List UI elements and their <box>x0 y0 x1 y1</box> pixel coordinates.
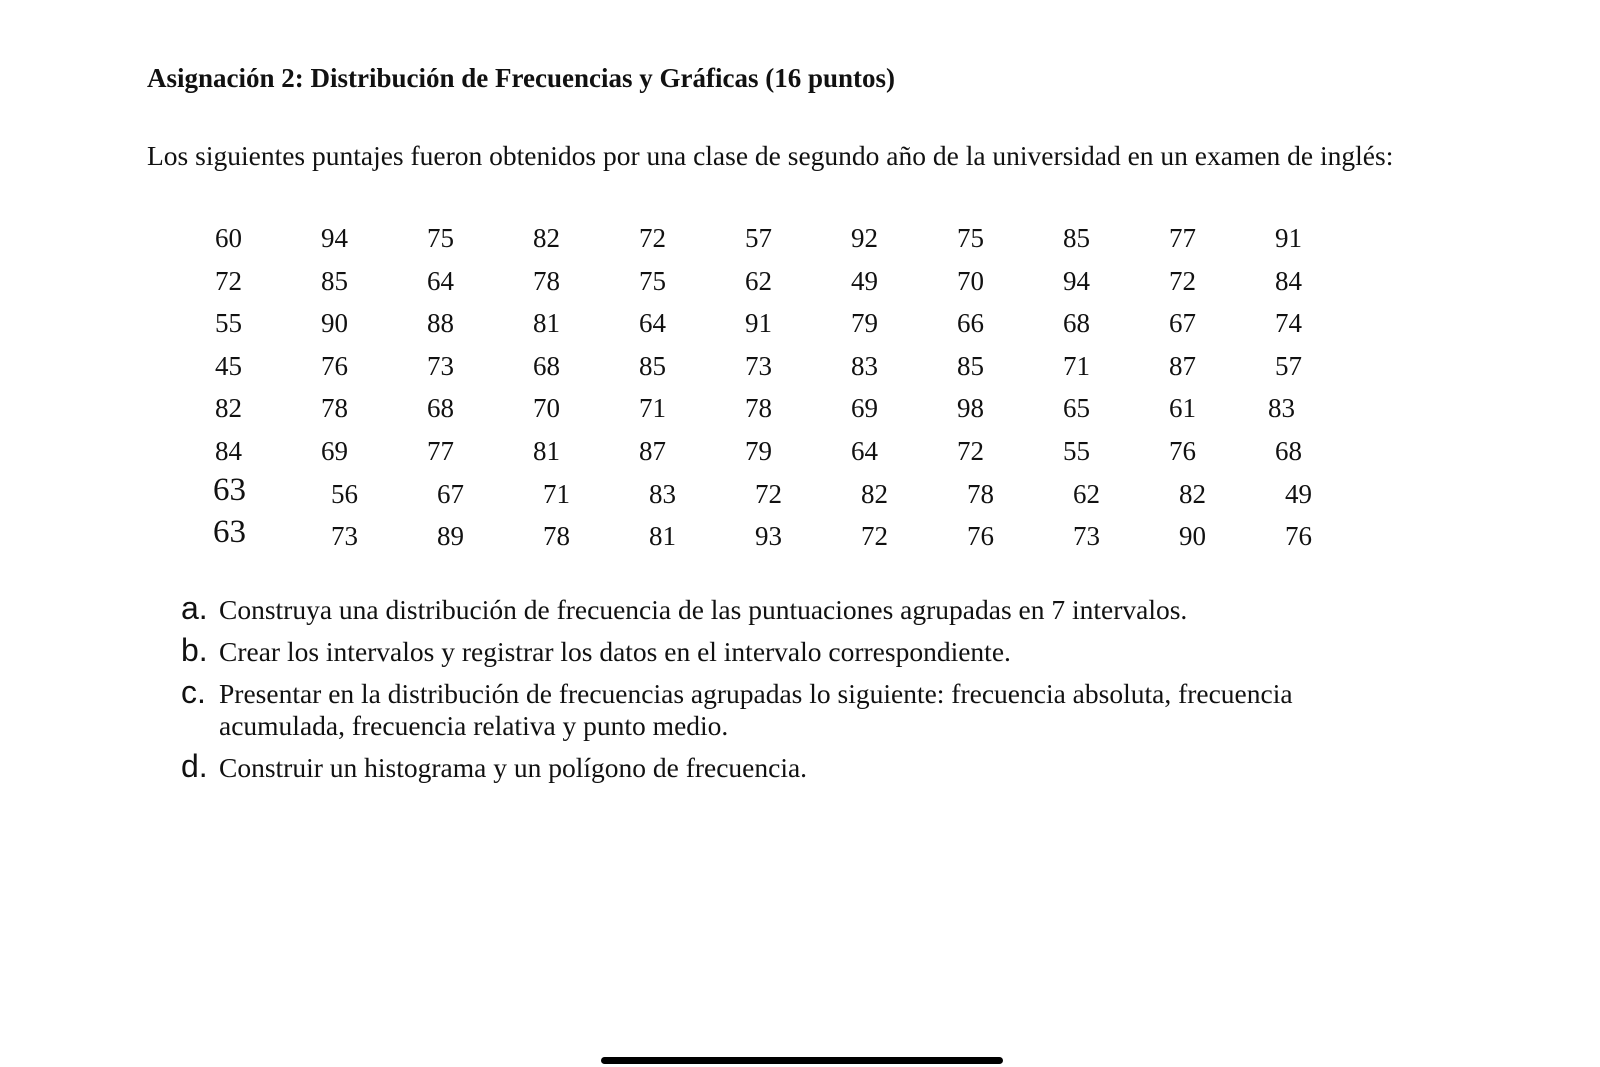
score-value: 72 <box>639 223 666 253</box>
score-value: 67 <box>437 478 464 509</box>
score-value: 98 <box>957 393 984 424</box>
score-value: 72 <box>1169 265 1196 296</box>
score-value: 45 <box>215 350 242 381</box>
score-value: 70 <box>533 393 560 424</box>
score-value: 87 <box>1169 350 1196 381</box>
score-value: 78 <box>543 521 570 552</box>
score-value: 83 <box>1268 393 1295 424</box>
score-value: 68 <box>1275 435 1302 466</box>
score-value: 82 <box>533 223 560 253</box>
score-value: 87 <box>639 435 666 466</box>
score-value: 61 <box>1169 393 1196 424</box>
score-value: 69 <box>321 435 348 466</box>
score-value: 91 <box>1275 223 1302 253</box>
score-value: 71 <box>543 478 570 509</box>
score-value: 78 <box>745 393 772 424</box>
task-item <box>181 674 1381 742</box>
score-value: 94 <box>1063 265 1090 296</box>
intro-paragraph: Los siguientes puntajes fueron obtenidos por una clase de segundo año de la universidad en un examen de inglés: <box>147 140 1394 171</box>
score-value: 79 <box>851 308 878 339</box>
score-value: 76 <box>1285 521 1312 552</box>
score-value: 73 <box>331 521 358 552</box>
score-value: 49 <box>1285 478 1312 509</box>
task-item <box>181 632 1381 668</box>
score-value: 92 <box>851 223 878 253</box>
score-value: 56 <box>331 478 358 509</box>
score-value: 66 <box>957 308 984 339</box>
task-letter: b. <box>181 632 208 668</box>
score-value: 67 <box>1169 308 1196 339</box>
score-value: 72 <box>957 435 984 466</box>
score-value: 73 <box>1073 521 1100 552</box>
home-indicator[interactable] <box>601 1057 1003 1064</box>
score-value: 71 <box>639 393 666 424</box>
score-value: 88 <box>427 308 454 339</box>
score-value: 79 <box>745 435 772 466</box>
task-letter: a. <box>181 590 208 626</box>
task-letter: c. <box>181 674 206 710</box>
task-text: Crear los intervalos y registrar los datos en el intervalo correspondiente. <box>219 636 1011 667</box>
score-value: 62 <box>1073 478 1100 509</box>
score-value: 73 <box>427 350 454 381</box>
score-value: 81 <box>649 521 676 552</box>
score-value: 91 <box>745 308 772 339</box>
score-value: 63 <box>213 514 246 551</box>
score-value: 70 <box>957 265 984 296</box>
task-list <box>181 590 1381 794</box>
score-value: 82 <box>215 393 242 424</box>
score-value: 57 <box>1275 350 1302 381</box>
score-value: 76 <box>1169 435 1196 466</box>
score-value: 77 <box>1169 223 1196 253</box>
score-value: 82 <box>1179 478 1206 509</box>
score-value: 76 <box>967 521 994 552</box>
score-value: 83 <box>649 478 676 509</box>
score-value: 76 <box>321 350 348 381</box>
assignment-title: Asignación 2: Distribución de Frecuencias y Gráficas (16 puntos) <box>147 63 895 93</box>
score-value: 68 <box>1063 308 1090 339</box>
score-value: 75 <box>639 265 666 296</box>
score-value: 85 <box>1063 223 1090 253</box>
score-value: 64 <box>851 435 878 466</box>
score-value: 72 <box>215 265 242 296</box>
task-text: Construya una distribución de frecuencia de las puntuaciones agrupadas en 7 intervalos. <box>219 594 1188 625</box>
score-value: 78 <box>321 393 348 424</box>
score-value: 84 <box>1275 265 1302 296</box>
score-value: 57 <box>745 223 772 253</box>
score-value: 63 <box>213 471 246 508</box>
score-value: 94 <box>321 223 348 253</box>
score-value: 83 <box>851 350 878 381</box>
score-value: 78 <box>967 478 994 509</box>
score-value: 49 <box>851 265 878 296</box>
score-value: 68 <box>427 393 454 424</box>
score-value: 85 <box>639 350 666 381</box>
score-value: 62 <box>745 265 772 296</box>
score-value: 60 <box>215 223 242 253</box>
score-value: 75 <box>957 223 984 253</box>
score-value: 89 <box>437 521 464 552</box>
score-value: 78 <box>533 265 560 296</box>
score-value: 85 <box>321 265 348 296</box>
score-value: 73 <box>745 350 772 381</box>
score-value: 75 <box>427 223 454 253</box>
score-value: 93 <box>755 521 782 552</box>
score-value: 84 <box>215 435 242 466</box>
score-value: 72 <box>755 478 782 509</box>
score-value: 55 <box>215 308 242 339</box>
score-value: 64 <box>639 308 666 339</box>
task-text: Presentar en la distribución de frecuencias agrupadas lo siguiente: frecuencia absoluta, frecuencia acumulada, frecuencia relativa y punto medio. <box>219 678 1293 741</box>
task-item <box>181 590 1381 626</box>
score-value: 72 <box>861 521 888 552</box>
score-value: 74 <box>1275 308 1302 339</box>
score-value: 82 <box>861 478 888 509</box>
score-value: 85 <box>957 350 984 381</box>
score-value: 64 <box>427 265 454 296</box>
score-value: 69 <box>851 393 878 424</box>
score-value: 65 <box>1063 393 1090 424</box>
score-value: 68 <box>533 350 560 381</box>
score-value: 81 <box>533 308 560 339</box>
task-item <box>181 748 1381 784</box>
score-value: 71 <box>1063 350 1090 381</box>
score-value: 90 <box>1179 521 1206 552</box>
task-letter: d. <box>181 748 208 784</box>
score-value: 77 <box>427 435 454 466</box>
score-value: 90 <box>321 308 348 339</box>
score-value: 55 <box>1063 435 1090 466</box>
score-value: 81 <box>533 435 560 466</box>
task-text: Construir un histograma y un polígono de frecuencia. <box>219 752 808 783</box>
